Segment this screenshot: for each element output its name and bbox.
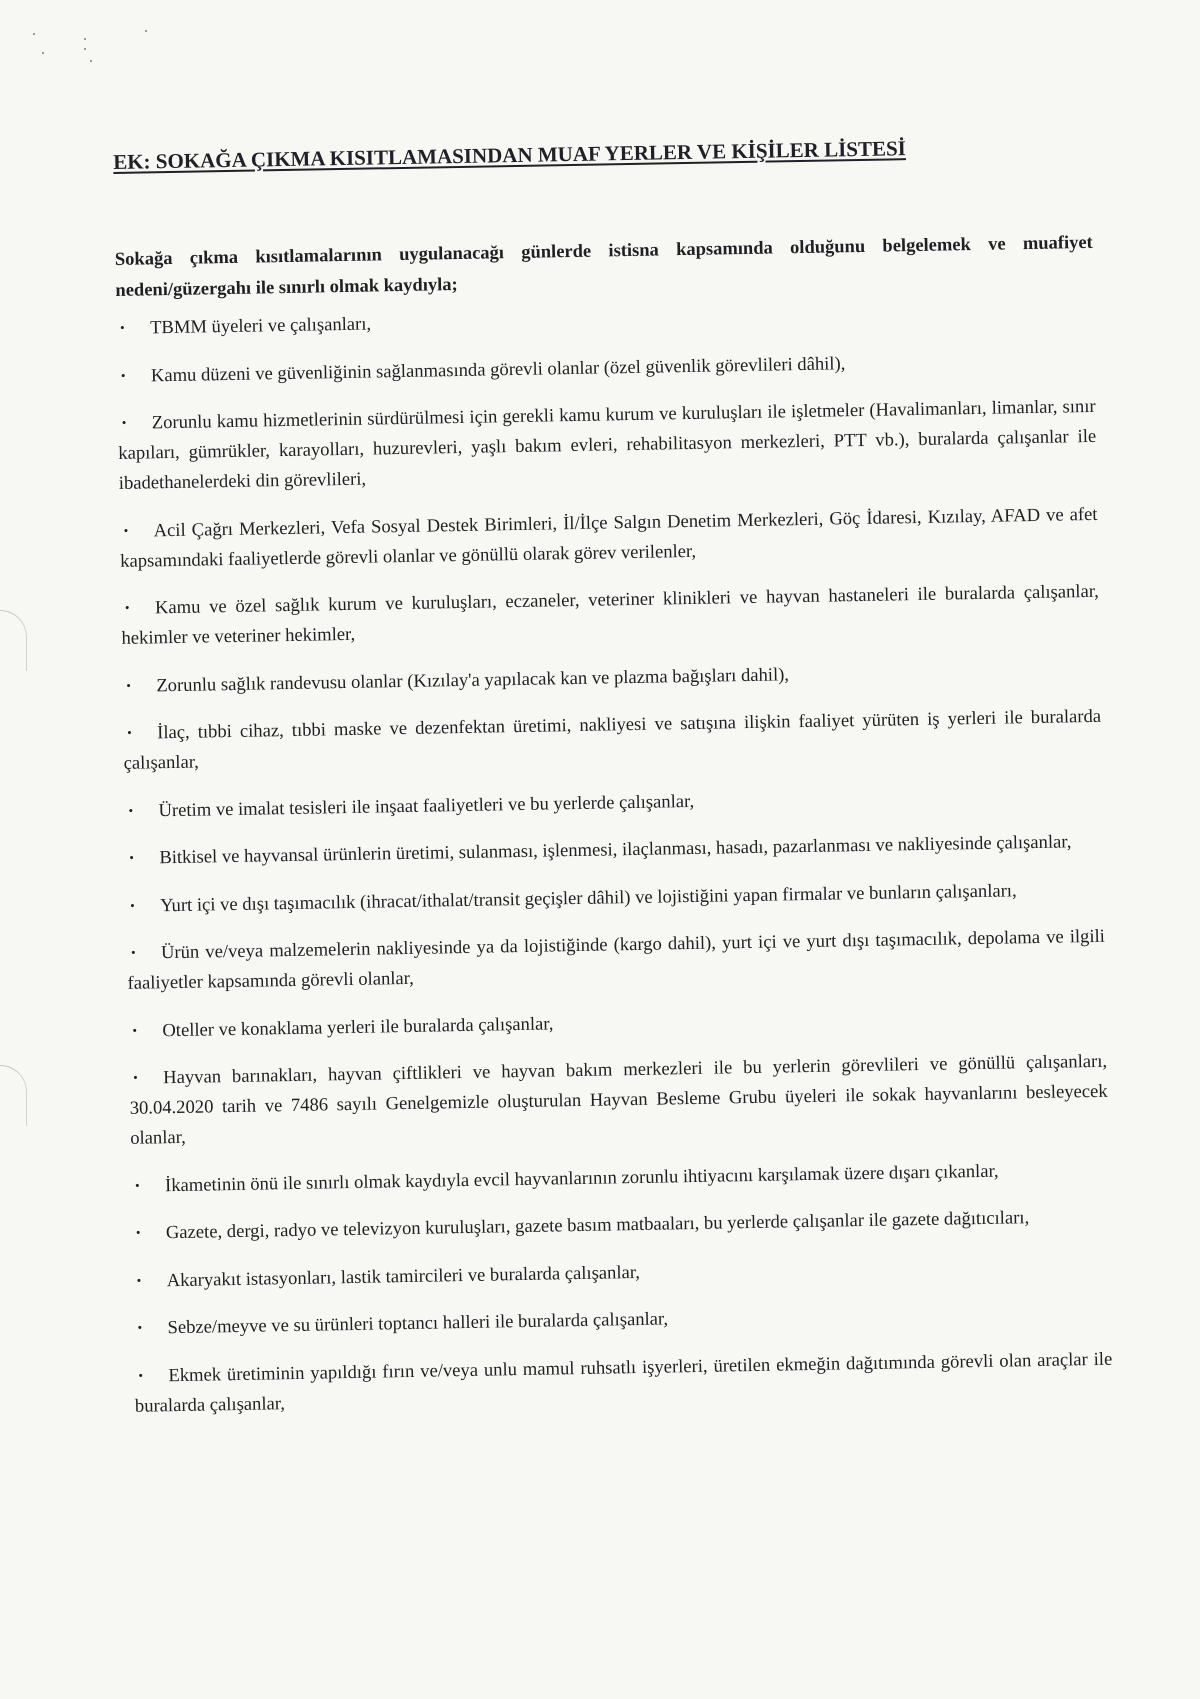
list-item <box>131 1153 1109 1201</box>
list-item-text: Acil Çağrı Merkezleri, Vefa Sosyal Destek Birimleri, İl/İlçe Salgın Denetim Merkezleri, Göç İdaresi, Kızılay, AFAD ve afet kapsamındaki faaliyetlerde görevli olanlar ve gönüllü olarak görev verilenler, <box>119 503 1098 572</box>
intro-paragraph: Sokağa çıkma kısıtlamalarının uygulanacağı günlerde istisna kapsamında olduğunu belgelemek ve muafiyet nedeni/güzergahı ile sınırlı olmak kaydıyla; <box>114 232 1093 301</box>
punch-hole-mark <box>0 610 27 671</box>
list-item <box>132 1248 1110 1296</box>
list-item-text: Ekmek üretiminin yapıldığı fırın ve/veya unlu mamul ruhsatlı işyerleri, üretilen ekmeğin dağıtımında görevli olan araçlar ile buralarda çalışanlar, <box>134 1348 1113 1417</box>
list-item-text: İlaç, tıbbi cihaz, tıbbi maske ve dezenfektan üretimi, nakliyesi ve satışına ilişkin faaliyet yürüten iş yerleri ile buralarda çalışanlar, <box>123 705 1102 774</box>
list-item-text: Zorunlu sağlık randevusu olanlar (Kızılay'a yapılacak kan ve plazma bağışları dahil), <box>156 663 790 696</box>
bullet-icon: • <box>127 724 132 740</box>
list-item-text: Bitkisel ve hayvansal ürünlerin üretimi, sulanması, işlenmesi, ilaçlanması, hasadı, pazarlanması ve nakliyesinde çalışanlar, <box>159 831 1072 869</box>
bullet-icon: • <box>128 802 134 818</box>
list-item-text: Sebze/meyve ve su ürünleri toptancı halleri ile buralarda çalışanlar, <box>167 1308 669 1339</box>
list-item-text: Kamu ve özel sağlık kurum ve kuruluşları, eczaneler, veteriner klinikleri ve hayvan hastaneleri ile buralarda çalışanlar, hekimler ve veteriner hekimler, <box>121 580 1100 649</box>
list-item <box>124 778 1102 826</box>
list-item <box>125 826 1103 874</box>
list-item-text: İkametinin önü ile sınırlı olmak kaydıyla evcil hayvanlarının zorunlu ihtiyacını karşılamak üzere dışarı çıkanlar, <box>164 1160 999 1196</box>
bullet-icon: • <box>123 522 129 538</box>
bullet-icon: • <box>121 414 127 430</box>
list-item-text: Yurt içi ve dışı taşımacılık (ihracat/ithalat/transit geçişler dâhil) ve lojistiğini yapan firmalar ve bunların çalışanları, <box>160 879 1017 916</box>
list-item-text: Hayvan barınakları, hayvan çiftlikleri ve hayvan bakım merkezleri ile bu yerlerin görevlileri ve gönüllü çalışanları, 30.04.2020 tarih ve 7486 sayılı Genelgemizle oluşturulan Hayvan Besleme Grubu üyeleri ile sokak hayvanlarını besleyecek olanlar, <box>129 1050 1108 1149</box>
bullet-icon: • <box>126 677 132 693</box>
punch-hole-mark <box>0 1065 27 1126</box>
list-item <box>118 391 1097 499</box>
document-title: EK: SOKAĞA ÇIKMA KISITLAMASINDAN MUAF YERLER VE KİŞİLER LİSTESİ <box>113 136 907 174</box>
bullet-icon: • <box>133 1069 138 1085</box>
bullet-icon: • <box>134 1177 140 1193</box>
list-item-text: Gazete, dergi, radyo ve televizyon kuruluşları, gazete basım matbaaları, bu yerlerde çalışanlar ile gazete dağıtıcıları, <box>165 1207 1030 1244</box>
list-item <box>133 1296 1111 1344</box>
bullet-icon: • <box>130 897 135 913</box>
list-item-text: Zorunlu kamu hizmetlerinin sürdürülmesi için gerekli kamu kurum ve kuruluşları ile işletmeler (Havalimanları, limanlar, sınır kapıları, gümrükler, karayolları, huzurevleri, yaşlı bakım evleri, rehabilitasyon merkezleri, PTT vb.), buralarda çalışanlar ile ibadethanelerdeki din görevlileri, <box>118 395 1097 494</box>
bullet-icon: • <box>136 1272 142 1288</box>
document-body <box>113 133 1113 1438</box>
bullet-icon: • <box>137 1319 143 1335</box>
list-item <box>127 921 1106 999</box>
list-item <box>123 701 1102 779</box>
bullet-icon: • <box>124 599 130 615</box>
list-item <box>121 576 1100 654</box>
bullet-icon: • <box>132 1022 138 1038</box>
list-item-text: TBMM üyeleri ve çalışanları, <box>149 313 372 339</box>
bullet-icon: • <box>129 849 135 865</box>
bullet-icon: • <box>135 1224 141 1240</box>
list-item <box>132 1201 1110 1249</box>
list-item <box>129 1046 1108 1154</box>
list-item <box>119 498 1098 576</box>
bullet-icon: • <box>138 1367 144 1383</box>
exemption-list <box>116 296 1113 1421</box>
list-item-text: Üretim ve imalat tesisleri ile inşaat faaliyetleri ve bu yerlerde çalışanlar, <box>158 790 695 821</box>
list-item-text: Oteller ve konaklama yerleri ile buralarda çalışanlar, <box>162 1012 554 1041</box>
bullet-icon: • <box>120 367 126 383</box>
list-item <box>122 653 1100 701</box>
list-item <box>128 998 1106 1046</box>
list-item <box>117 343 1095 391</box>
list-item-text: Kamu düzeni ve güvenliğinin sağlanmasında görevli olanlar (özel güvenlik görevlileri dâhil), <box>150 352 846 386</box>
list-item <box>134 1343 1113 1421</box>
list-item-text: Ürün ve/veya malzemelerin nakliyesinde ya da lojistiğinde (kargo dahil), yurt içi ve yurt dışı taşımacılık, depolama ve ilgili faaliyetler kapsamında görevli olanlar, <box>127 925 1106 994</box>
bullet-icon: • <box>119 319 125 335</box>
list-item <box>126 873 1104 921</box>
bullet-icon: • <box>130 944 136 960</box>
list-item-text: Akaryakıt istasyonları, lastik tamircileri ve buralarda çalışanlar, <box>166 1261 641 1291</box>
